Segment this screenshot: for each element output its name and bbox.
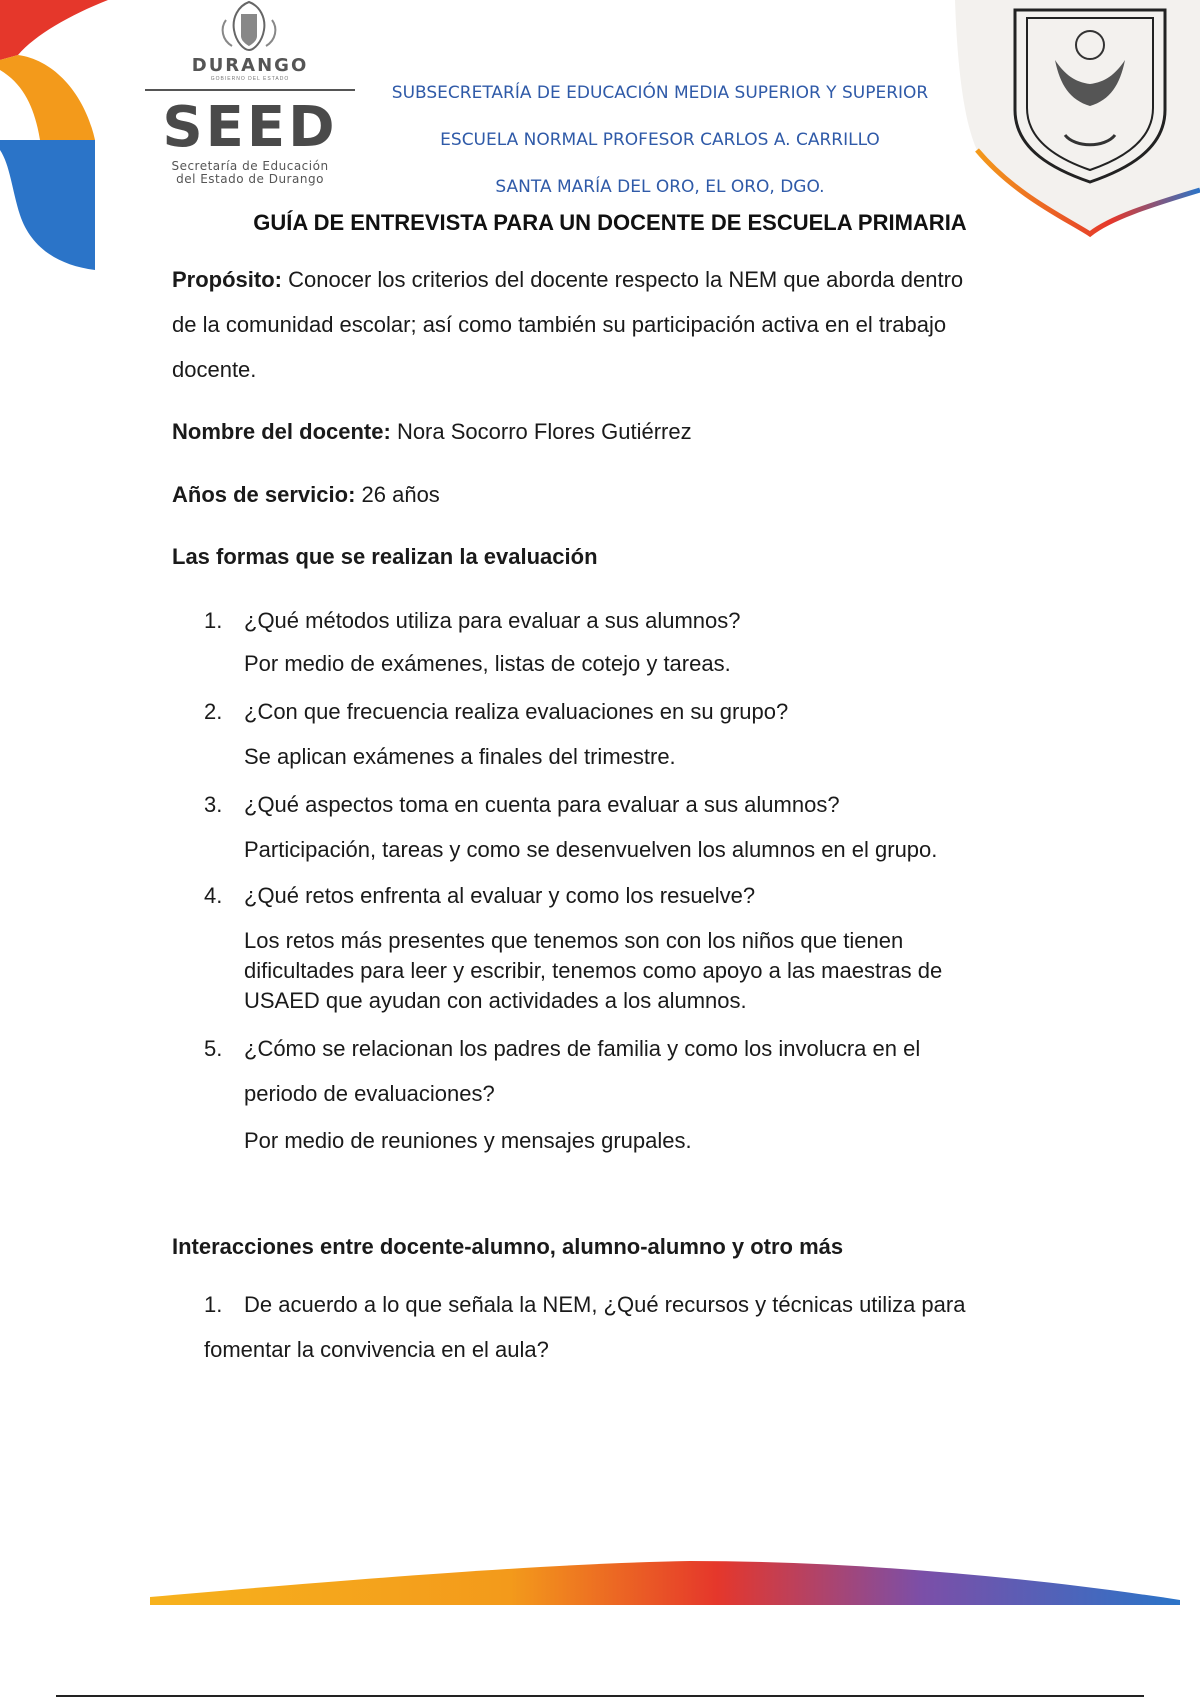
document-title: GUÍA DE ENTREVISTA PARA UN DOCENTE DE ESCUELA PRIMARIA (253, 210, 967, 235)
question-text: De acuerdo a lo que señala la NEM, ¿Qué recursos y técnicas utiliza para (244, 1292, 966, 1317)
institution-school: ESCUELA NORMAL PROFESOR CARLOS A. CARRILLO (440, 130, 880, 150)
question-text: ¿Cómo se relacionan los padres de familia y como los involucra en el (244, 1036, 921, 1061)
section-interactions-title: Interacciones entre docente-alumno, alumno-alumno y otro más (172, 1234, 844, 1259)
purpose-text-line2: de la comunidad escolar; así como también su participación activa en el trabajo (172, 312, 947, 337)
answer-line2: dificultades para leer y escribir, tenemos como apoyo a las maestras de (244, 958, 943, 983)
list-item-question (204, 792, 1074, 818)
teacher-name-label: Nombre del docente: (172, 419, 391, 444)
years-service-row (172, 473, 1072, 517)
footer-decorative-wave (150, 1555, 1180, 1605)
list-item-question (204, 883, 1074, 909)
answer-line1: Los retos más presentes que tenemos son con los niños que tienen (244, 928, 904, 953)
question-text: ¿Qué métodos utiliza para evaluar a sus alumnos? (244, 608, 741, 633)
logo-subtitle-line2: del Estado de Durango (176, 172, 324, 186)
teacher-name-row (172, 410, 1072, 454)
answer-text (244, 926, 1074, 1016)
list-item-number: 3. (204, 792, 223, 817)
answer-line3: USAED que ayudan con actividades a los alumnos. (244, 988, 747, 1013)
logo-state-name: DURANGO (191, 55, 309, 76)
list-item-number: 1. (204, 608, 223, 633)
question-text: ¿Qué retos enfrenta al evaluar y como los resuelve? (244, 883, 756, 908)
state-emblem-icon (216, 0, 282, 52)
logo-divider (145, 89, 355, 91)
purpose-text-line1: Conocer los criterios del docente respecto la NEM que aborda dentro (288, 267, 964, 292)
question-continuation: fomentar la convivencia en el aula? (204, 1337, 549, 1362)
answer-text: Participación, tareas y como se desenvuelven los alumnos en el grupo. (244, 837, 938, 862)
left-decorative-band (0, 0, 110, 270)
list-item-question (204, 1292, 1074, 1318)
purpose-line1 (172, 258, 1072, 302)
logo-tagline: GOBIERNO DEL ESTADO (210, 76, 290, 82)
answer-text: Por medio de reuniones y mensajes grupales. (244, 1128, 692, 1153)
question-text: ¿Con que frecuencia realiza evaluaciones en su grupo? (244, 699, 789, 724)
school-crest-icon (955, 0, 1200, 240)
list-item-number: 5. (204, 1036, 223, 1061)
institution-location: SANTA MARÍA DEL ORO, EL ORO, DGO. (495, 177, 825, 197)
purpose-text-line3: docente. (172, 357, 257, 382)
footer-rule (56, 1695, 1144, 1697)
list-item-question (204, 699, 1074, 725)
question-continuation: periodo de evaluaciones? (244, 1081, 495, 1106)
list-item-number: 2. (204, 699, 223, 724)
logo-subtitle (140, 160, 360, 186)
answer-text: Se aplican exámenes a finales del trimestre. (244, 744, 676, 769)
years-service-value: 26 años (361, 482, 440, 507)
answer-text: Por medio de exámenes, listas de cotejo y tareas. (244, 651, 731, 676)
logo-subtitle-line1: Secretaría de Educación (171, 159, 329, 173)
teacher-name-value: Nora Socorro Flores Gutiérrez (396, 419, 692, 444)
section-evaluation-title: Las formas que se realizan la evaluación (172, 544, 598, 569)
institution-subsecretaria: SUBSECRETARÍA DE EDUCACIÓN MEDIA SUPERIOR Y SUPERIOR (391, 83, 929, 103)
years-service-label: Años de servicio: (172, 482, 356, 507)
logo-seed-text: SEED (162, 95, 338, 160)
list-item-question (204, 1036, 1074, 1062)
seed-logo (140, 0, 360, 195)
list-item-number: 4. (204, 883, 223, 908)
question-text: ¿Qué aspectos toma en cuenta para evaluar a sus alumnos? (244, 792, 840, 817)
purpose-label: Propósito: (172, 267, 282, 292)
list-item-question (204, 608, 1074, 634)
list-item-number: 1. (204, 1292, 223, 1317)
